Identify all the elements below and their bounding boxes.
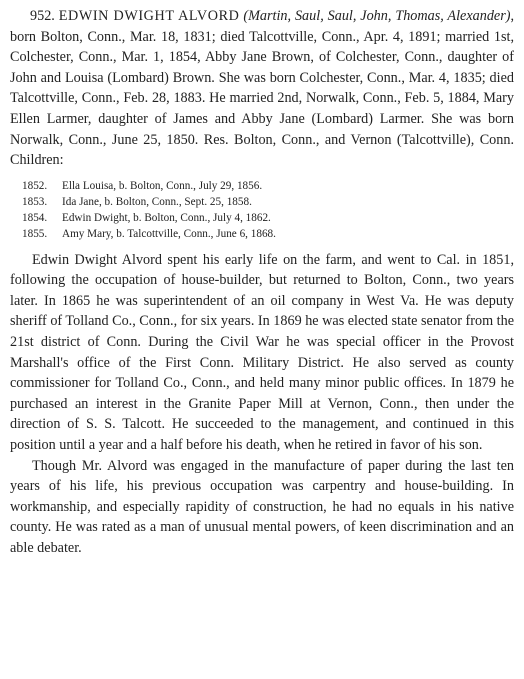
child-number: 1853. (22, 195, 48, 208)
child-item (22, 226, 514, 242)
entry-number: 952. (30, 8, 55, 24)
child-text: Ida Jane, b. Bolton, Conn., Sept. 25, 1858. (62, 195, 252, 208)
biography-paragraph-1: Edwin Dwight Alvord spent his early life on the farm, and went to Cal. in 1851, following the occupation of house-builder, but returned to Bolton, Conn., two years later. In 1865 he was superintendent of an oil company in West Va. He was deputy sheriff of Tolland Co., Conn., for six years. In 1869 he was elected state senator from the 21st district of Conn. During the Civil War he was special officer in the Provost Marshall's office of the First Conn. Military District. He also served as county commissioner for Tolland Co., Conn., and held many minor public offices. In 1879 he purchased an interest in the Granite Paper Mill at Vernon, Conn., then under the direction of S. S. Talcott. He succeeded to the management, and continued in this position until a year and a half before his death, when he retired in favor of his son. (10, 251, 514, 453)
child-number: 1854. (22, 212, 48, 225)
child-text: Edwin Dwight, b. Bolton, Conn., July 4, 1862. (62, 212, 271, 225)
entry-name: EDWIN DWIGHT ALVORD (58, 8, 240, 24)
entry-text: , born Bolton, Conn., Mar. 18, 1831; died Talcottville, Conn., Apr. 4, 1891; married 1st, Colchester, Conn., Mar. 1, 1854, Abby Jane Brown, of Colchester, Conn., daughter of John and Louisa (Lombard) Brown. She was born Colchester, Conn., Mar. 4, 1835; died Talcottville, Conn., Feb. 28, 1883. He married 2nd, Norwalk, Conn., Feb. 5, 1884, Mary Ellen Larmer, daughter of James and Abby Jane (Lombard) Larmer. She was born Norwalk, Conn., June 25, 1850. Res. Bolton, Conn., and Vernon (Talcottville), Conn. Children: (10, 8, 515, 169)
child-number: 1855. (22, 228, 48, 241)
entry-lineage: (Martin, Saul, Saul, John, Thomas, Alexander) (243, 8, 511, 24)
child-number: 1852. (22, 179, 48, 192)
children-list (10, 178, 514, 243)
child-item (22, 210, 514, 226)
child-item (22, 194, 514, 210)
child-text: Ella Louisa, b. Bolton, Conn., July 29, 1856. (62, 179, 263, 192)
child-text: Amy Mary, b. Talcottville, Conn., June 6, 1868. (62, 228, 276, 241)
genealogy-entry (10, 6, 514, 171)
child-item (22, 178, 514, 194)
biography-paragraph-2: Though Mr. Alvord was engaged in the manufacture of paper during the last ten years of his life, his previous occupation was carpentry and house-building. In workmanship, and especially rapidity of construction, he had no equals in his native county. He was rated as a man of unusual mental powers, of keen discrimination and an able debater. (10, 457, 514, 556)
